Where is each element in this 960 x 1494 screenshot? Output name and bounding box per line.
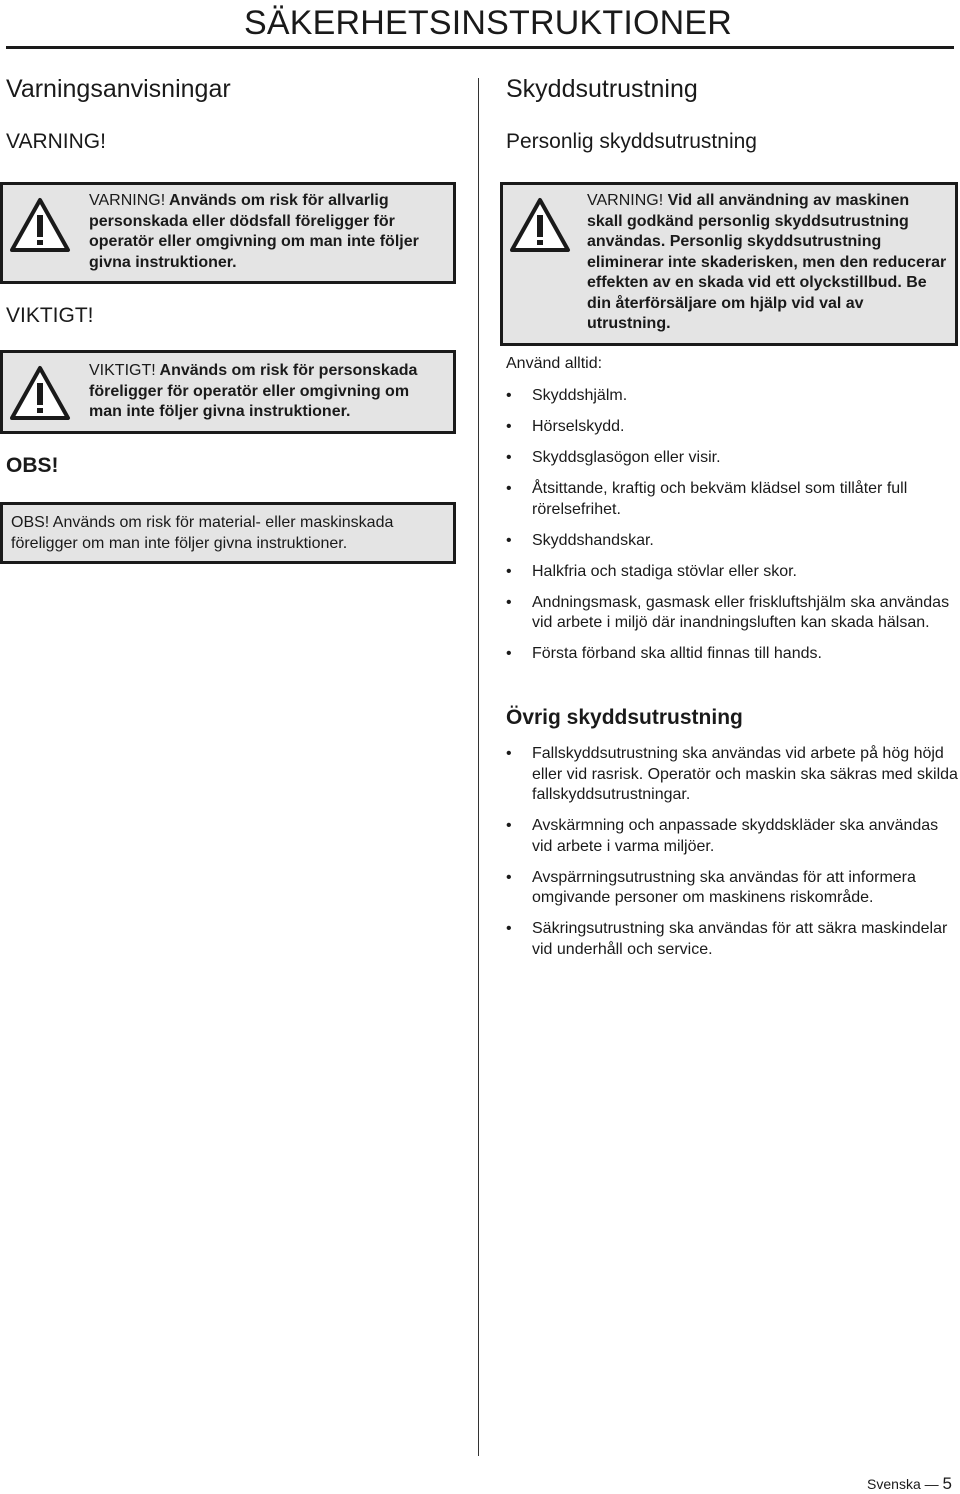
viktigt-label: VIKTIGT! <box>6 304 94 327</box>
personal-equipment-list <box>506 386 958 675</box>
varning-notice-box <box>0 182 456 284</box>
list-item: • Skyddsglasögon eller visir. <box>506 448 958 469</box>
subsection-title-other: Övrig skyddsutrustning <box>506 706 743 729</box>
obs-notice-body: Används om risk för material- eller maskinskada föreligger om man inte följer givna instruktioner. <box>11 514 394 552</box>
list-item: • Hörselskydd. <box>506 417 958 438</box>
list-item: • Fallskyddsutrustning ska användas vid arbete på hög höjd eller vid rasrisk. Operatör och maskin ska säkras med skilda fallskyddsutrustningar. <box>506 744 958 806</box>
page-title: SÄKERHETSINSTRUKTIONER <box>244 4 733 42</box>
page-footer <box>867 1474 952 1494</box>
varning-label: VARNING! <box>6 130 106 153</box>
list-item: • Avspärrningsutrustning ska användas för att informera omgivande personer om maskinens riskområde. <box>506 868 958 909</box>
column-divider <box>478 78 479 1456</box>
list-item: • Åtsittande, kraftig och bekväm klädsel som tillåter full rörelsefrihet. <box>506 479 958 520</box>
footer-language: Svenska <box>867 1476 921 1492</box>
list-item: • Halkfria och stadiga stövlar eller skor. <box>506 562 958 583</box>
viktigt-notice-lead: VIKTIGT! <box>89 362 156 379</box>
personal-warning-lead: VARNING! <box>587 192 664 209</box>
subsection-title-personal: Personlig skyddsutrustning <box>506 130 757 153</box>
obs-notice-lead: OBS! <box>11 514 50 531</box>
viktigt-notice-text <box>89 361 445 423</box>
list-item: • Säkringsutrustning ska användas för att säkra maskindelar vid underhåll och service. <box>506 919 958 960</box>
list-item: • Andningsmask, gasmask eller friskluftshjälm ska användas vid arbete i miljö där inandningsluften kan skada hälsan. <box>506 593 958 634</box>
viktigt-notice-box <box>0 350 456 434</box>
list-item: • Skyddshjälm. <box>506 386 958 407</box>
personal-warning-body: Vid all användning av maskinen skall godkänd personlig skyddsutrustning användas. Personlig skyddsutrustning eliminerar inte skaderisken, men den reducerar effekten av en skada vid ett olyckstillbud. Be din återförsäljare om hjälp vid val av utrustning. <box>587 192 947 332</box>
varning-notice-text <box>89 191 445 273</box>
personal-equipment-warning-box <box>500 182 958 346</box>
obs-label: OBS! <box>6 454 59 477</box>
page-number: 5 <box>942 1474 952 1493</box>
warning-triangle-icon <box>9 365 71 421</box>
warning-triangle-icon <box>509 197 571 253</box>
personal-warning-text <box>587 191 949 335</box>
obs-notice-text <box>11 513 451 554</box>
footer-dash: — <box>924 1476 939 1492</box>
section-title-warnings: Varningsanvisningar <box>6 75 231 103</box>
varning-notice-lead: VARNING! <box>89 192 166 209</box>
use-always-label: Använd alltid: <box>506 355 603 372</box>
obs-notice-box <box>0 502 456 564</box>
list-item: • Första förband ska alltid finnas till hands. <box>506 644 958 665</box>
viktigt-notice-body: Används om risk för personskada föreligger för operatör eller omgivning om man inte följer givna instruktioner. <box>89 362 418 420</box>
section-title-protective-equipment: Skyddsutrustning <box>506 75 698 103</box>
list-item: • Skyddshandskar. <box>506 531 958 552</box>
list-item: • Avskärmning och anpassade skyddskläder ska användas vid arbete i varma miljöer. <box>506 816 958 857</box>
warning-triangle-icon <box>9 197 71 253</box>
varning-notice-body: Används om risk för allvarlig personskada eller dödsfall föreligger för operatör eller omgivning om man inte följer givna instruktioner. <box>89 192 419 271</box>
page-header <box>6 0 954 49</box>
other-equipment-list <box>506 744 958 971</box>
